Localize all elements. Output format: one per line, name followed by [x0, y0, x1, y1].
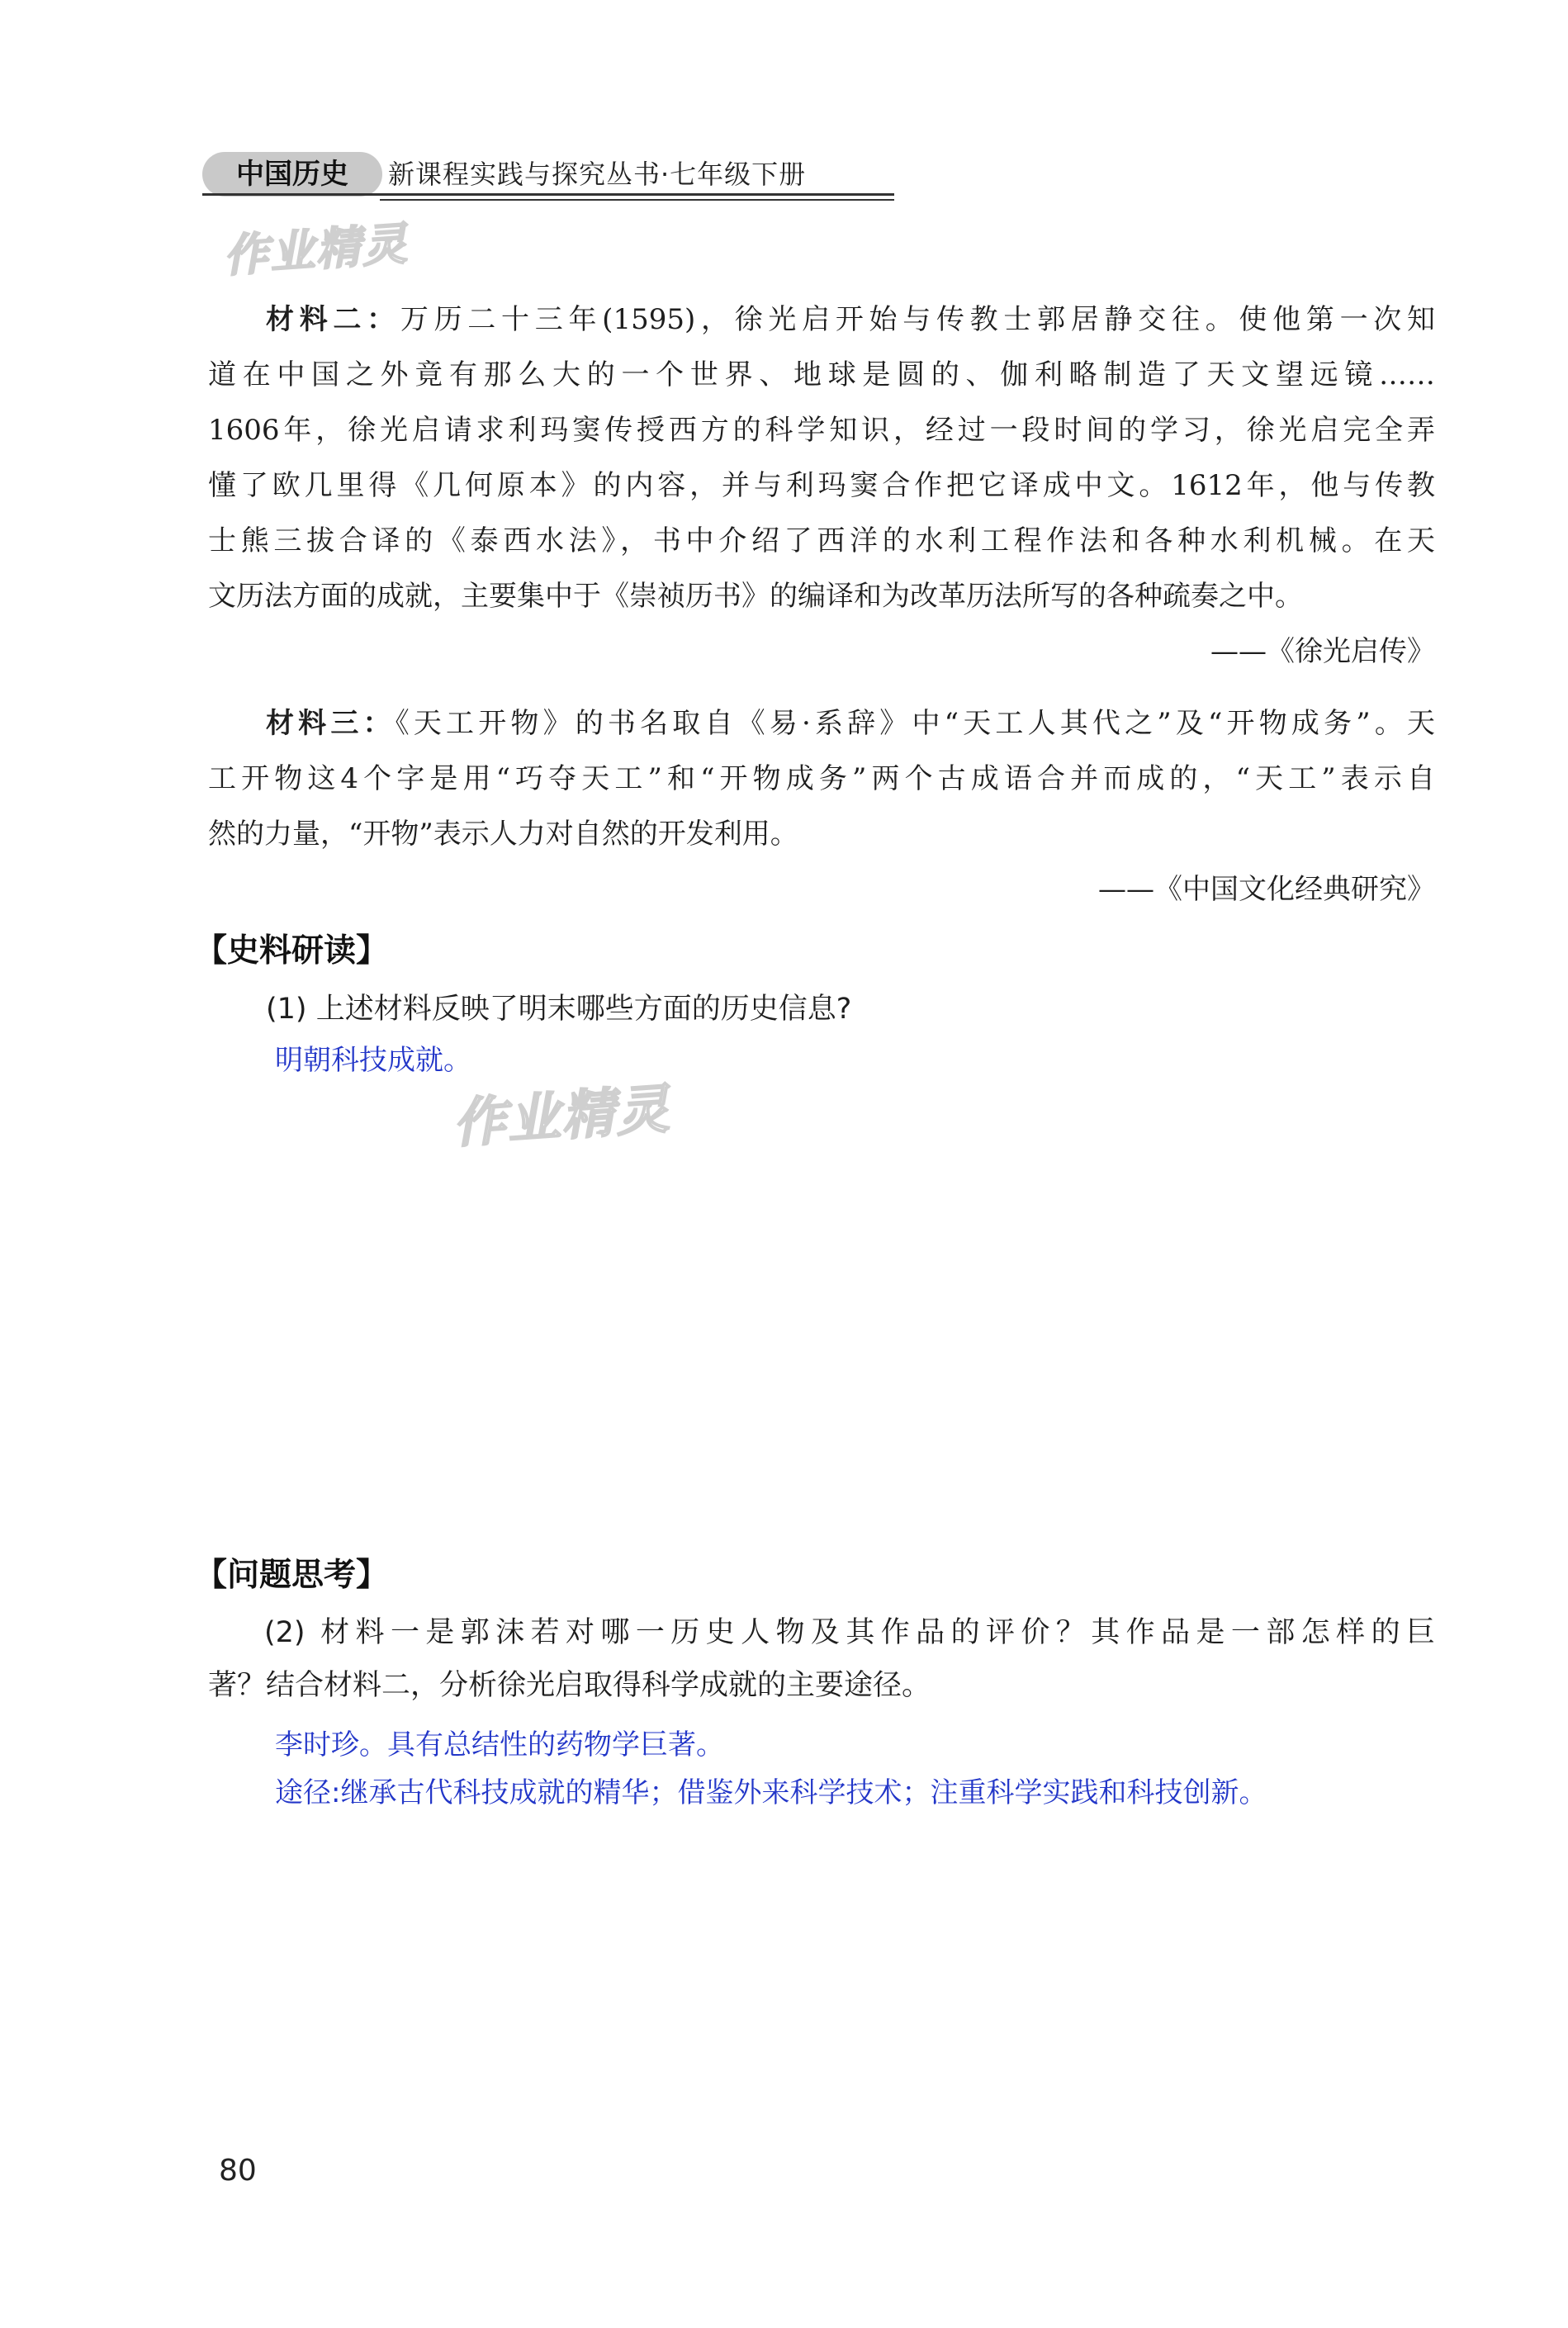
material-3-label: 材料三： — [266, 707, 396, 740]
material-3-line: 材料三：《天工开物》的书名取自《易·系辞》中“天工人其代之”及“开物成务”。天 — [266, 707, 1435, 740]
header-rule-top — [202, 193, 894, 196]
material-2-line: 材料二：万历二十三年(1595)，徐光启开始与传教士郭居静交往。使他第一次知 — [266, 303, 1435, 336]
watermark-logo-top: 作业精灵 — [221, 217, 410, 282]
material-2-source: ——《徐光启传》 — [1210, 635, 1435, 668]
material-2-line: 道在中国之外竟有那么大的一个世界、地球是圆的、伽利略制造了天文望远镜…… — [208, 358, 1435, 391]
header-rule-bottom — [380, 199, 894, 201]
watermark-logo-middle: 作业精灵 — [451, 1079, 673, 1155]
section-heading-reading: 【史料研读】 — [195, 932, 389, 970]
answer-1: 明朝科技成就。 — [275, 1044, 471, 1077]
question-1: (1) 上述材料反映了明末哪些方面的历史信息? — [266, 993, 852, 1026]
material-3-source: ——《中国文化经典研究》 — [1098, 873, 1435, 906]
material-2-label: 材料二： — [266, 303, 400, 336]
answer-2-line-1: 李时珍。具有总结性的药物学巨著。 — [275, 1728, 724, 1761]
material-3-line: 工开物这4个字是用“巧夺天工”和“开物成务”两个古成语合并而成的，“天工”表示自 — [208, 762, 1435, 795]
answer-2-line-2: 途径:继承古代科技成就的精华；借鉴外来科学技术；注重科学实践和科技创新。 — [275, 1776, 1267, 1809]
material-2-line: 懂了欧几里得《几何原本》的内容，并与利玛窦合作把它译成中文。1612年，他与传教 — [208, 469, 1435, 502]
page-number: 80 — [219, 2154, 257, 2188]
section-heading-thinking: 【问题思考】 — [195, 1557, 389, 1594]
question-2-line: (2) 材料一是郭沫若对哪一历史人物及其作品的评价？其作品是一部怎样的巨 — [264, 1616, 1435, 1649]
subject-badge: 中国历史 — [202, 152, 382, 197]
series-title: 新课程实践与探究丛书·七年级下册 — [388, 159, 807, 190]
question-2 — [208, 1606, 1435, 1712]
material-2-line: 文历法方面的成就，主要集中于《崇祯历书》的编译和为改革历法所写的各种疏奏之中。 — [208, 580, 1303, 613]
material-3-block — [208, 696, 1435, 917]
material-2-line: 1606年，徐光启请求利玛窦传授西方的科学知识，经过一段时间的学习，徐光启完全弄 — [208, 414, 1435, 447]
material-2-block — [208, 292, 1435, 680]
material-3-line: 然的力量，“开物”表示人力对自然的开发利用。 — [208, 818, 798, 851]
question-2-line: 著？结合材料二，分析徐光启取得科学成就的主要途径。 — [208, 1669, 931, 1702]
material-2-line: 士熊三拔合译的《泰西水法》，书中介绍了西洋的水利工程作法和各种水利机械。在天 — [208, 524, 1435, 557]
